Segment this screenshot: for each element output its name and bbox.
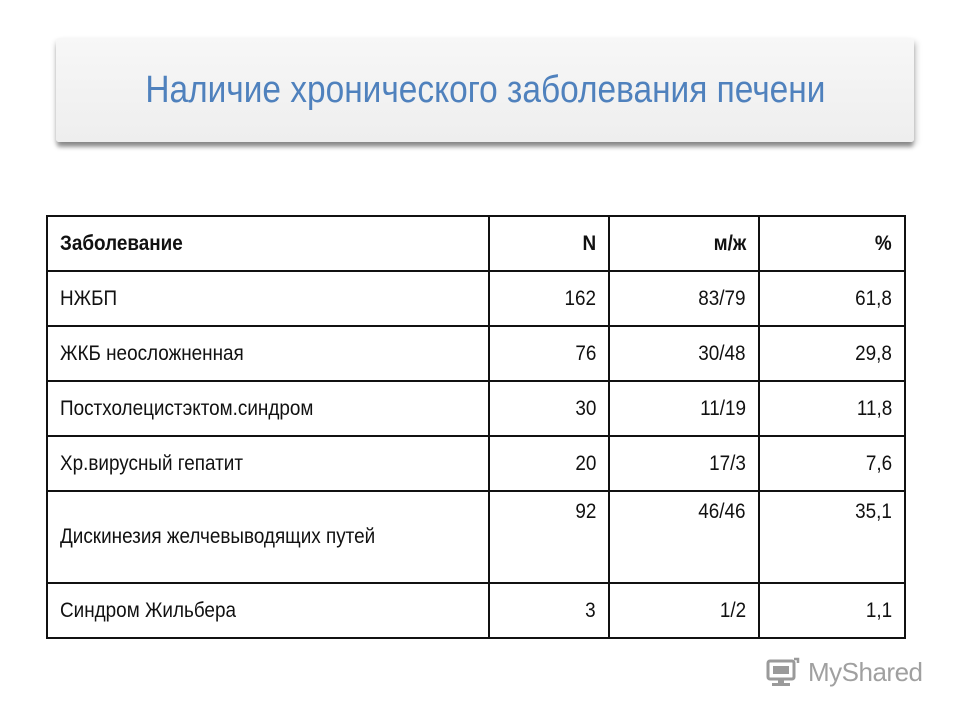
myshared-logo-icon xyxy=(766,655,800,689)
cell-disease: ЖКБ неосложненная xyxy=(47,326,489,381)
watermark-text: MyShared xyxy=(808,656,923,687)
slide-title: Наличие хронического заболевания печени xyxy=(144,68,826,111)
header-n: N xyxy=(489,216,609,271)
cell-mf: 11/19 xyxy=(609,381,759,436)
watermark[interactable] xyxy=(766,655,923,689)
table-row xyxy=(47,436,905,491)
cell-n: 162 xyxy=(489,271,609,326)
cell-mf: 83/79 xyxy=(609,271,759,326)
cell-mf: 17/3 xyxy=(609,436,759,491)
cell-percent: 1,1 xyxy=(759,583,905,638)
cell-percent: 35,1 xyxy=(759,491,905,583)
cell-percent: 29,8 xyxy=(759,326,905,381)
cell-disease: НЖБП xyxy=(47,271,489,326)
header-percent: % xyxy=(759,216,905,271)
title-box xyxy=(56,38,914,142)
table-header-row xyxy=(47,216,905,271)
cell-disease: Дискинезия желчевыводящих путей xyxy=(47,491,489,583)
table-row xyxy=(47,271,905,326)
cell-percent: 11,8 xyxy=(759,381,905,436)
cell-percent: 7,6 xyxy=(759,436,905,491)
header-disease: Заболевание xyxy=(47,216,489,271)
cell-n: 3 xyxy=(489,583,609,638)
cell-n: 92 xyxy=(489,491,609,583)
table-row xyxy=(47,583,905,638)
disease-table xyxy=(46,215,906,639)
cell-mf: 46/46 xyxy=(609,491,759,583)
cell-mf: 30/48 xyxy=(609,326,759,381)
cell-percent: 61,8 xyxy=(759,271,905,326)
table-row xyxy=(47,491,905,583)
cell-n: 76 xyxy=(489,326,609,381)
cell-n: 20 xyxy=(489,436,609,491)
table-row xyxy=(47,381,905,436)
cell-n: 30 xyxy=(489,381,609,436)
header-mf: м/ж xyxy=(609,216,759,271)
cell-disease: Синдром Жильбера xyxy=(47,583,489,638)
cell-disease: Постхолецистэктом.синдром xyxy=(47,381,489,436)
table-row xyxy=(47,326,905,381)
cell-mf: 1/2 xyxy=(609,583,759,638)
cell-disease: Хр.вирусный гепатит xyxy=(47,436,489,491)
